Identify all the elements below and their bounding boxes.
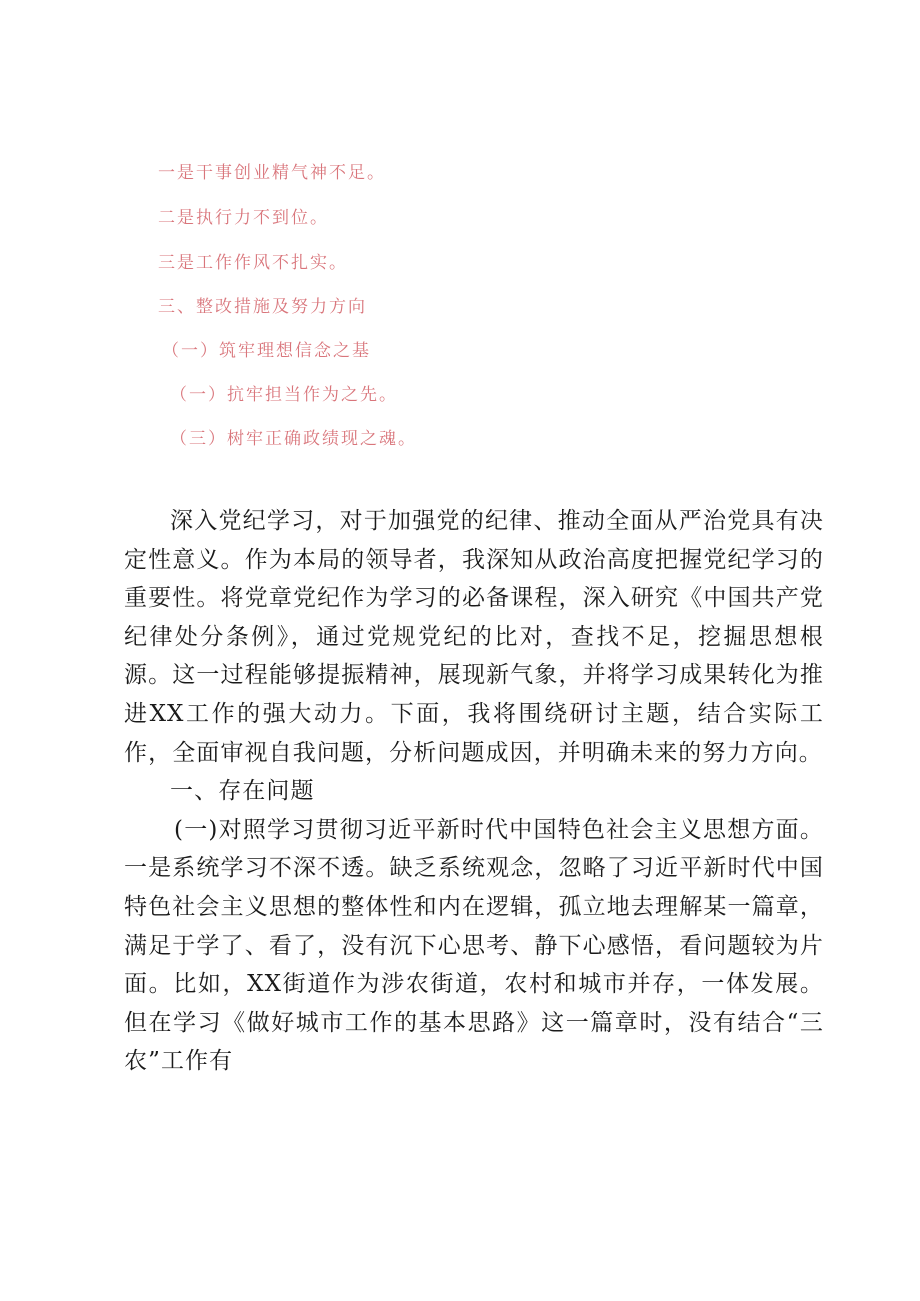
- intro-paragraph: 深入党纪学习，对于加强党的纪律、推动全面从严治党具有决定性意义。作为本局的领导者，我深知从政治高度把握党纪学习的重要性。将党章党纪作为学习的必备课程，深入研究《中国共产党纪律处分条例》，通过党规党纪的比对，查找不足，挖掘思想根源。这一过程能够提振精神，展现新气象，并将学习成果转化为推进XX工作的强大动力。下面，我将围绕研讨主题，结合实际工作，全面审视自我问题，分析问题成因，并明确未来的努力方向。: [124, 508, 824, 766]
- outline-line-3: 三是工作作风不扎实。: [158, 253, 348, 273]
- section-heading-problems: 一、存在问题: [170, 778, 315, 805]
- outline-sub-2: （一）抗牢担当作为之先。: [170, 385, 398, 405]
- outline-line-1: 一是干事创业精气神不足。: [158, 163, 386, 183]
- outline-line-2: 二是执行力不到位。: [158, 208, 329, 228]
- outline-heading-3: 三、整改措施及努力方向: [158, 297, 367, 317]
- outline-sub-1: （一）筑牢理想信念之基: [162, 341, 371, 361]
- outline-sub-3: （三）树牢正确政绩现之魂。: [170, 429, 417, 449]
- body-text: [124, 502, 824, 1081]
- problem-paragraph: (一)对照学习贯彻习近平新时代中国特色社会主义思想方面。一是系统学习不深不透。缺乏系统观念，忽略了习近平新时代中国特色社会主义思想的整体性和内在逻辑，孤立地去理解某一篇章，满足于学了、看了，没有沉下心思考、静下心感悟，看问题较为片面。比如，XX街道作为涉农街道，农村和城市并存，一体发展。但在学习《做好城市工作的基本思路》这一篇章时，没有结合“三农”工作有: [124, 816, 824, 1075]
